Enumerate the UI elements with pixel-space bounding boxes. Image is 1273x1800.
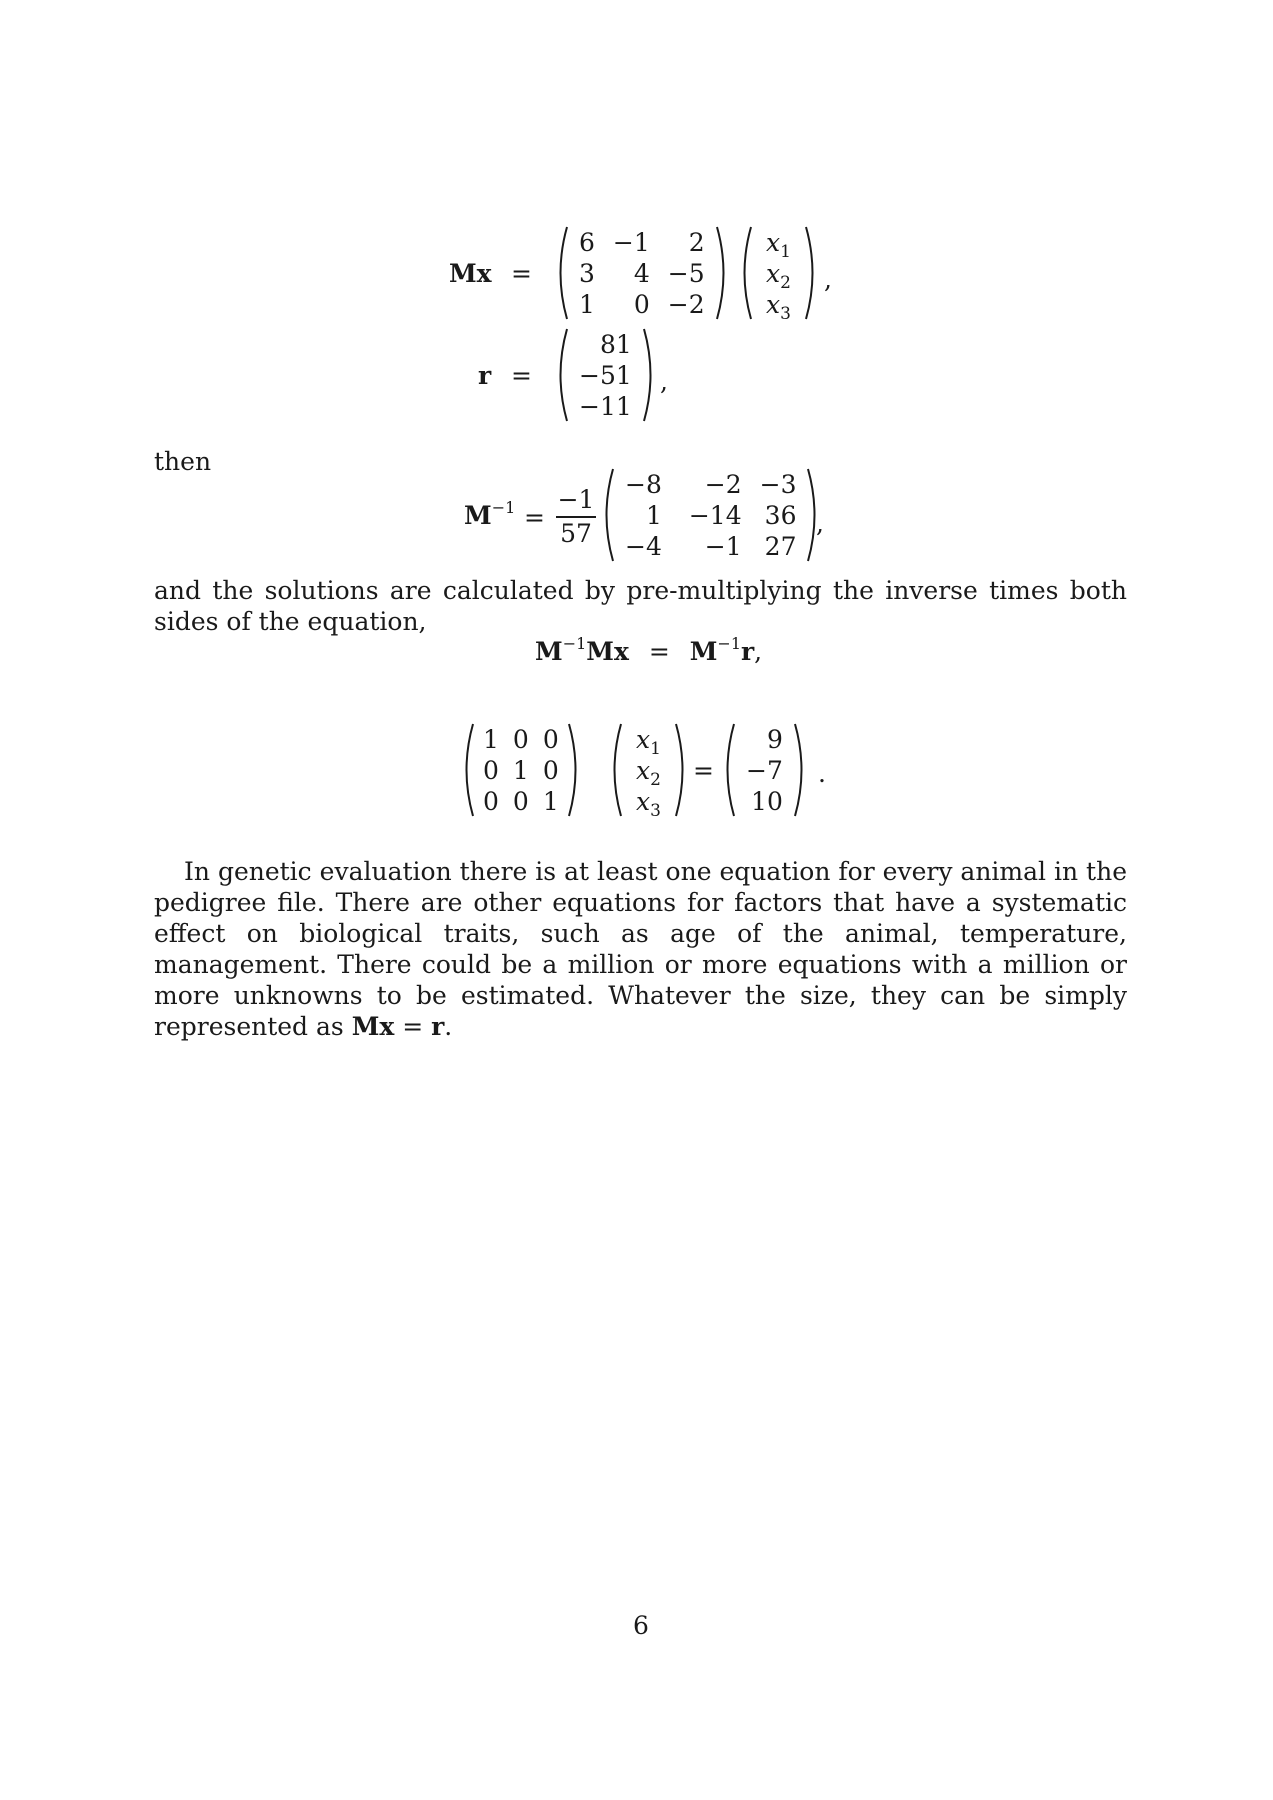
eq2-equals: = — [511, 361, 532, 390]
paragraph-text: In genetic evaluation there is at least one equation for every animal in the pedigree file. There are other equations for factors that have a systematic effect on biological traits, such as age of the animal, temperature, management. There could be a million or more equations with a million or more unknowns to be estimated. Whatever the size, they can be simply represented as — [154, 857, 1127, 1041]
eq1-equals: = — [511, 259, 532, 288]
then-word: then — [154, 447, 212, 476]
matrix-cell: 36 — [764, 500, 797, 530]
eq4-rhs: $M^{-1}r$ — [689, 634, 755, 666]
matrix-cell: 0 — [512, 724, 529, 754]
eq2-comma: , — [660, 367, 668, 396]
matrix-cell: 1 — [512, 755, 529, 785]
inline-math-lhs: Mx — [351, 1012, 395, 1041]
eq3-comma: , — [816, 509, 824, 538]
vector-entry: $x_2$ — [636, 755, 661, 790]
page-number: 6 — [633, 1611, 649, 1640]
left-paren-icon — [598, 467, 616, 563]
matrix-cell: 0 — [542, 755, 559, 785]
left-paren-icon — [719, 722, 737, 818]
matrix-cell: 1 — [483, 724, 499, 754]
matrix-cell: 0 — [483, 755, 499, 785]
vector-entry: 10 — [751, 786, 783, 816]
paragraph-genetic-evaluation — [154, 856, 1127, 1042]
vector-entry: 9 — [766, 724, 783, 754]
eq5-period: . — [818, 759, 826, 788]
eq3-matrix — [598, 467, 823, 563]
vector-entry: $x_3$ — [766, 289, 791, 324]
right-paren-icon — [714, 225, 732, 321]
inline-math-equals: = — [394, 1012, 432, 1041]
matrix-cell: 3 — [579, 258, 595, 288]
matrix-cell: 1 — [542, 786, 559, 816]
eq1-matrix — [552, 225, 732, 321]
left-paren-icon — [606, 722, 624, 818]
vector-entry: $x_3$ — [636, 786, 661, 821]
vector-entry: −7 — [746, 755, 783, 785]
right-paren-icon — [566, 722, 584, 818]
matrix-cell: −4 — [625, 531, 662, 561]
matrix-cell: 0 — [542, 724, 559, 754]
eq4-equals: = — [648, 637, 670, 666]
left-paren-icon — [458, 722, 476, 818]
matrix-cell: −8 — [625, 469, 662, 499]
eq1-lhs: Mx — [449, 259, 492, 288]
paragraph-solutions: and the solutions are calculated by pre-multiplying the inverse times both sides of the equation, — [154, 576, 1127, 636]
eq2-vector — [552, 327, 659, 423]
eq3-fraction-num: −1 — [557, 485, 595, 514]
matrix-cell: −5 — [667, 258, 705, 288]
vector-entry: $x_1$ — [766, 227, 791, 262]
matrix-cell: −3 — [759, 469, 797, 499]
matrix-cell: −2 — [704, 469, 742, 499]
vector-entry: −51 — [579, 360, 632, 390]
matrix-cell: 2 — [688, 227, 705, 257]
eq5-result — [719, 722, 810, 818]
eq4-lhs: $M^{-1}Mx$ — [535, 634, 629, 666]
eq5-vector — [606, 722, 691, 821]
left-paren-icon — [552, 225, 570, 321]
eq5-identity-matrix — [458, 722, 584, 818]
matrix-cell: 6 — [579, 227, 595, 257]
matrix-cell: −1 — [704, 531, 742, 561]
vector-entry: $x_2$ — [766, 258, 791, 293]
matrix-cell: 4 — [633, 258, 650, 288]
matrix-cell: −14 — [688, 500, 742, 530]
left-paren-icon — [736, 225, 754, 321]
vector-entry: 81 — [599, 329, 632, 359]
eq5-equals: = — [693, 756, 714, 785]
inline-math-period: . — [444, 1012, 453, 1041]
eq1-comma: , — [824, 265, 832, 294]
eq3-equals: = — [524, 503, 545, 532]
eq3-fraction-den: 57 — [560, 519, 592, 548]
right-paren-icon — [641, 327, 659, 423]
matrix-cell: −2 — [667, 289, 705, 319]
eq2-lhs: r — [478, 361, 492, 390]
right-paren-icon — [792, 722, 810, 818]
matrix-cell: 1 — [579, 289, 595, 319]
right-paren-icon — [673, 722, 691, 818]
matrix-cell: 0 — [633, 289, 650, 319]
matrix-cell: −1 — [612, 227, 650, 257]
right-paren-icon — [803, 225, 821, 321]
matrix-cell: 27 — [764, 531, 797, 561]
eq4-comma: , — [754, 637, 763, 666]
vector-entry: −11 — [579, 391, 632, 421]
left-paren-icon — [552, 327, 570, 423]
eq1-vector — [736, 225, 821, 324]
vector-entry: $x_1$ — [636, 724, 661, 759]
matrix-cell: 0 — [512, 786, 529, 816]
eq3-lhs: $M^{-1}$ — [464, 498, 516, 530]
inline-math-rhs: r — [431, 1012, 445, 1041]
eq4 — [535, 636, 762, 670]
matrix-cell: 1 — [645, 500, 662, 530]
matrix-cell: 0 — [483, 786, 499, 816]
